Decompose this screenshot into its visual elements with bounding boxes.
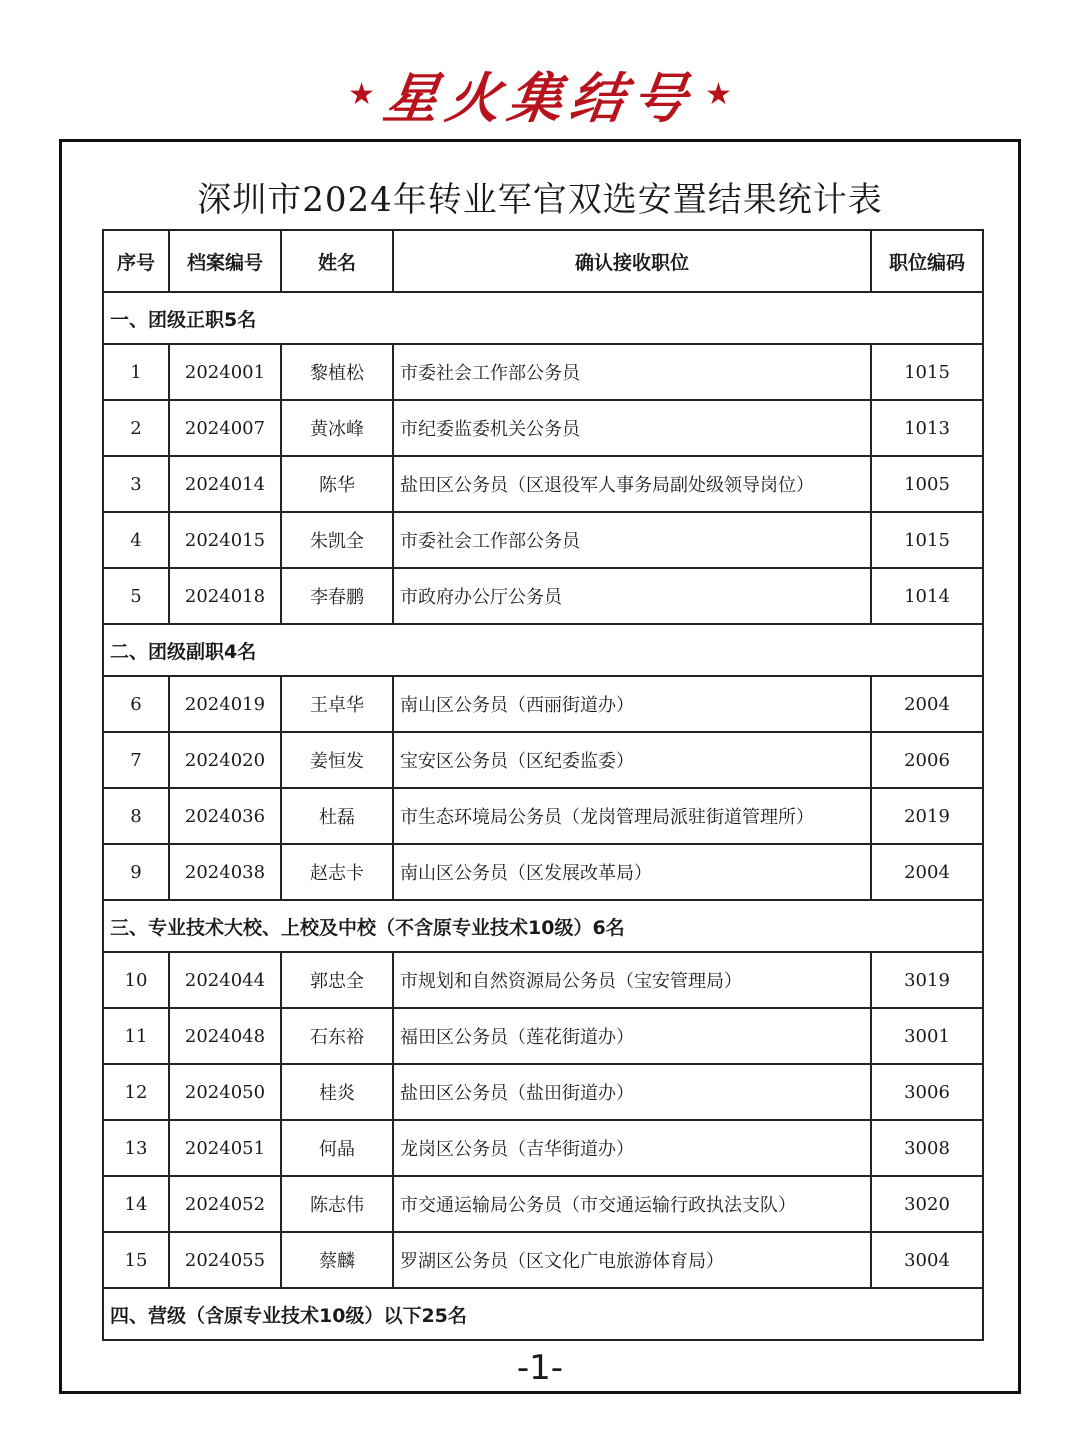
table-body	[103, 292, 983, 1340]
cell-name: 杜磊	[281, 788, 393, 844]
cell-seq: 9	[103, 844, 169, 900]
cell-file-no: 2024015	[169, 512, 281, 568]
table-row	[103, 844, 983, 900]
cell-code: 1005	[871, 456, 983, 512]
results-table	[102, 229, 984, 1341]
cell-position: 市生态环境局公务员（龙岗管理局派驻街道管理所）	[393, 788, 871, 844]
table-row	[103, 1064, 983, 1120]
section-header-row	[103, 292, 983, 344]
cell-name: 石东裕	[281, 1008, 393, 1064]
banner-text: 星火集结号	[380, 66, 699, 130]
cell-code: 2004	[871, 844, 983, 900]
table-row	[103, 456, 983, 512]
section-title: 一、团级正职5名	[103, 292, 983, 344]
cell-position: 市交通运输局公务员（市交通运输行政执法支队）	[393, 1176, 871, 1232]
table-row	[103, 400, 983, 456]
cell-position: 南山区公务员（西丽街道办）	[393, 676, 871, 732]
cell-position: 南山区公务员（区发展改革局）	[393, 844, 871, 900]
header-name: 姓名	[281, 230, 393, 292]
cell-position: 福田区公务员（莲花街道办）	[393, 1008, 871, 1064]
cell-file-no: 2024038	[169, 844, 281, 900]
section-title: 二、团级副职4名	[103, 624, 983, 676]
cell-seq: 2	[103, 400, 169, 456]
cell-name: 王卓华	[281, 676, 393, 732]
table-row	[103, 952, 983, 1008]
section-title: 三、专业技术大校、上校及中校（不含原专业技术10级）6名	[103, 900, 983, 952]
header-code: 职位编码	[871, 230, 983, 292]
cell-name: 蔡麟	[281, 1232, 393, 1288]
cell-name: 黎植松	[281, 344, 393, 400]
cell-code: 3020	[871, 1176, 983, 1232]
cell-code: 3001	[871, 1008, 983, 1064]
cell-file-no: 2024052	[169, 1176, 281, 1232]
cell-file-no: 2024050	[169, 1064, 281, 1120]
table-row	[103, 568, 983, 624]
cell-position: 市纪委监委机关公务员	[393, 400, 871, 456]
cell-name: 李春鹏	[281, 568, 393, 624]
cell-seq: 4	[103, 512, 169, 568]
cell-code: 2004	[871, 676, 983, 732]
cell-code: 2006	[871, 732, 983, 788]
cell-code: 1014	[871, 568, 983, 624]
cell-name: 何晶	[281, 1120, 393, 1176]
header-seq: 序号	[103, 230, 169, 292]
cell-position: 市委社会工作部公务员	[393, 344, 871, 400]
section-title: 四、营级（含原专业技术10级）以下25名	[103, 1288, 983, 1340]
cell-seq: 7	[103, 732, 169, 788]
section-header-row	[103, 1288, 983, 1340]
cell-seq: 13	[103, 1120, 169, 1176]
cell-code: 3006	[871, 1064, 983, 1120]
cell-file-no: 2024019	[169, 676, 281, 732]
cell-name: 陈志伟	[281, 1176, 393, 1232]
document-frame	[59, 139, 1021, 1394]
cell-file-no: 2024044	[169, 952, 281, 1008]
table-row	[103, 676, 983, 732]
header-position: 确认接收职位	[393, 230, 871, 292]
table-row	[103, 1176, 983, 1232]
table-row	[103, 1120, 983, 1176]
cell-file-no: 2024007	[169, 400, 281, 456]
cell-file-no: 2024020	[169, 732, 281, 788]
cell-name: 郭忠全	[281, 952, 393, 1008]
cell-position: 盐田区公务员（盐田街道办）	[393, 1064, 871, 1120]
cell-code: 3004	[871, 1232, 983, 1288]
star-icon: ★	[348, 76, 375, 112]
cell-seq: 15	[103, 1232, 169, 1288]
cell-position: 宝安区公务员（区纪委监委）	[393, 732, 871, 788]
header-file-no: 档案编号	[169, 230, 281, 292]
cell-name: 朱凯全	[281, 512, 393, 568]
document-title: 深圳市2024年转业军官双选安置结果统计表	[197, 180, 883, 220]
section-header-row	[103, 900, 983, 952]
cell-position: 市规划和自然资源局公务员（宝安管理局）	[393, 952, 871, 1008]
cell-name: 桂炎	[281, 1064, 393, 1120]
cell-position: 龙岗区公务员（吉华街道办）	[393, 1120, 871, 1176]
cell-code: 1015	[871, 344, 983, 400]
cell-seq: 5	[103, 568, 169, 624]
table-row	[103, 788, 983, 844]
page-number: -1-	[516, 1348, 564, 1388]
cell-seq: 10	[103, 952, 169, 1008]
star-icon: ★	[705, 76, 732, 112]
cell-code: 1015	[871, 512, 983, 568]
cell-name: 黄冰峰	[281, 400, 393, 456]
table-row	[103, 1232, 983, 1288]
table-row	[103, 732, 983, 788]
cell-seq: 6	[103, 676, 169, 732]
cell-seq: 3	[103, 456, 169, 512]
cell-name: 陈华	[281, 456, 393, 512]
cell-code: 1013	[871, 400, 983, 456]
cell-code: 3019	[871, 952, 983, 1008]
cell-seq: 11	[103, 1008, 169, 1064]
cell-position: 市委社会工作部公务员	[393, 512, 871, 568]
cell-name: 姜恒发	[281, 732, 393, 788]
cell-file-no: 2024014	[169, 456, 281, 512]
cell-file-no: 2024048	[169, 1008, 281, 1064]
cell-position: 罗湖区公务员（区文化广电旅游体育局）	[393, 1232, 871, 1288]
cell-name: 赵志卡	[281, 844, 393, 900]
cell-seq: 8	[103, 788, 169, 844]
section-header-row	[103, 624, 983, 676]
cell-file-no: 2024001	[169, 344, 281, 400]
cell-seq: 12	[103, 1064, 169, 1120]
cell-position: 市政府办公厅公务员	[393, 568, 871, 624]
cell-file-no: 2024055	[169, 1232, 281, 1288]
cell-seq: 1	[103, 344, 169, 400]
cell-file-no: 2024018	[169, 568, 281, 624]
cell-position: 盐田区公务员（区退役军人事务局副处级领导岗位）	[393, 456, 871, 512]
cell-seq: 14	[103, 1176, 169, 1232]
cell-code: 3008	[871, 1120, 983, 1176]
cell-code: 2019	[871, 788, 983, 844]
header-banner	[0, 58, 1080, 130]
table-row	[103, 1008, 983, 1064]
table-row	[103, 512, 983, 568]
cell-file-no: 2024051	[169, 1120, 281, 1176]
table-header-row	[103, 230, 983, 292]
cell-file-no: 2024036	[169, 788, 281, 844]
table-row	[103, 344, 983, 400]
